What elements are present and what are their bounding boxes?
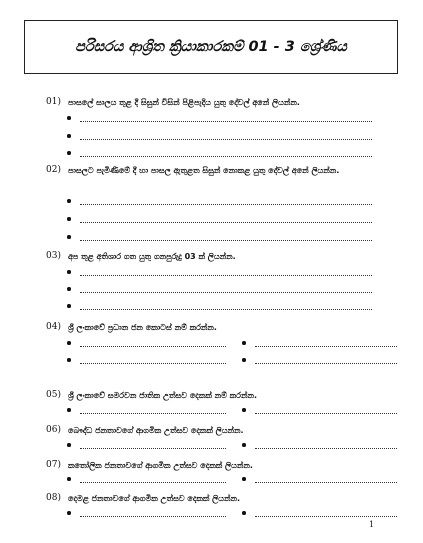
- answer-line[interactable]: [80, 516, 226, 517]
- question-text: ශ්‍රී ලංකාවේ සමරවන ජාතික උත්සව දෙකක් නම් කරන්න.: [68, 391, 258, 400]
- page-number: 1: [369, 520, 375, 529]
- question-number: 06): [46, 425, 61, 435]
- bullet-icon: [67, 304, 71, 308]
- answer-line[interactable]: [80, 156, 372, 157]
- bullet-icon: [67, 235, 71, 239]
- answer-line[interactable]: [255, 448, 397, 449]
- question-number: 03): [46, 251, 61, 261]
- question-5: [46, 389, 376, 402]
- bullet-icon: [67, 287, 71, 291]
- bullet-icon: [242, 358, 246, 362]
- question-4: [46, 321, 376, 334]
- bullet-icon: [67, 217, 71, 221]
- answer-line[interactable]: [80, 309, 372, 310]
- question-text: දෙමළ ජනතාවගේ ආගමික උත්සව දෙකක් ලියන්න.: [68, 494, 241, 503]
- bullet-icon: [67, 408, 71, 412]
- answer-line[interactable]: [80, 448, 226, 449]
- bullet-icon: [67, 270, 71, 274]
- question-text: ශ්‍රී ලංකාවේ ප්‍රධාන ජන කොටස් නම් කරන්න.: [68, 323, 217, 332]
- answer-line[interactable]: [255, 516, 397, 517]
- answer-line[interactable]: [255, 413, 397, 414]
- question-7: [46, 459, 376, 472]
- question-text: අප තුළ අතිශාර ගත යුතු ගනපුරුදු 03 ක් ලියන්න.: [68, 252, 236, 261]
- bullet-icon: [67, 199, 71, 203]
- answer-line[interactable]: [255, 482, 397, 483]
- answer-line[interactable]: [80, 482, 226, 483]
- bullet-icon: [242, 477, 246, 481]
- question-3: [46, 250, 376, 263]
- question-number: 02): [46, 165, 61, 175]
- answer-line[interactable]: [80, 363, 226, 364]
- answer-line[interactable]: [255, 346, 397, 347]
- bullet-icon: [67, 116, 71, 120]
- question-number: 01): [46, 97, 61, 107]
- question-6: [46, 424, 376, 437]
- question-text: පාසලේ සාලය තුළ දී සිසුන් විසින් පිළිපැදිය යුතු දේවල් අනේ ලියන්න.: [68, 98, 300, 107]
- bullet-icon: [67, 134, 71, 138]
- bullet-icon: [242, 511, 246, 515]
- question-number: 04): [46, 322, 61, 332]
- question-number: 08): [46, 493, 61, 503]
- answer-line[interactable]: [255, 363, 397, 364]
- question-2: [46, 164, 376, 177]
- bullet-icon: [242, 408, 246, 412]
- question-text: කතෝලික ජනතාවගේ ආගමික උත්සව දෙකක් ලියන්න.: [68, 461, 253, 470]
- question-number: 07): [46, 460, 61, 470]
- bullet-icon: [67, 358, 71, 362]
- bullet-icon: [67, 511, 71, 515]
- answer-line[interactable]: [80, 275, 372, 276]
- bullet-icon: [67, 341, 71, 345]
- bullet-icon: [242, 341, 246, 345]
- question-number: 05): [46, 390, 61, 400]
- answer-line[interactable]: [80, 413, 226, 414]
- answer-line[interactable]: [80, 139, 372, 140]
- question-text: බෞද්ධ ජනතාවගේ ආගමික උත්සව දෙකක් ලියන්න.: [68, 426, 244, 435]
- answer-line[interactable]: [80, 222, 372, 223]
- page-title: පරිසරය ආශ්‍රිත ක්‍රියාකාරකම් 01 - 3 ශ්‍රේණිය: [75, 39, 347, 55]
- title-box: [24, 20, 398, 74]
- answer-line[interactable]: [80, 204, 372, 205]
- question-1: [46, 96, 376, 109]
- answer-line[interactable]: [80, 121, 372, 122]
- question-text: පාසලට පැමිණීමේ දී හා පාසල ඇතුළත සිසුන් නොකළ යුතු දේවල් අනේ ලියන්න.: [68, 166, 340, 175]
- answer-line[interactable]: [80, 292, 372, 293]
- bullet-icon: [242, 443, 246, 447]
- bullet-icon: [67, 151, 71, 155]
- bullet-icon: [67, 443, 71, 447]
- answer-line[interactable]: [80, 240, 372, 241]
- question-8: [46, 492, 376, 505]
- bullet-icon: [67, 477, 71, 481]
- answer-line[interactable]: [80, 346, 226, 347]
